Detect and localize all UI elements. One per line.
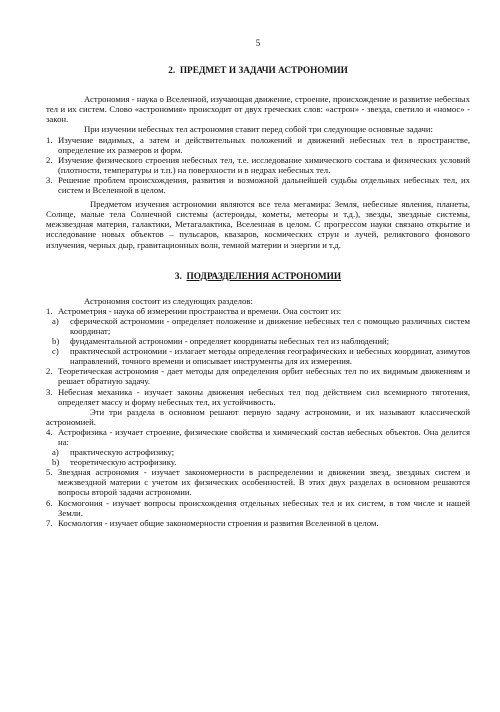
division-text: Космогония - изучает вопросы происхождения отдельных небесных тел и их систем, в том числе и нашей Земли. bbox=[58, 497, 470, 518]
section-2-heading bbox=[46, 66, 470, 76]
division-item-6: 6. Космогония - изучает вопросы происхождения отдельных небесных тел и их систем, в том числе и нашей Земли. bbox=[46, 497, 470, 518]
division-text: Небесная механика - изучает законы движения небесных тел под действием сил всемирного тяготения, определяет массу и форму небесных тел, их устойчивость. bbox=[58, 386, 470, 407]
task-number: 3. bbox=[46, 174, 53, 185]
division-item-1: 1. Астрометрия - наука об измерении пространства и времени. Она состоит из: bbox=[46, 305, 342, 316]
section-3-intro: Астрономия состоит из следующих разделов: bbox=[84, 295, 253, 306]
task-number: 1. bbox=[46, 134, 53, 145]
division-4-sub-b bbox=[52, 457, 470, 467]
task-item-3 bbox=[46, 175, 470, 195]
section-2-paragraph-3: Предметом изучения астрономии являются все тела мегамира: Земля, небесные явления, планеты, Солнце, малые тела Солнечной системы (астероиды, кометы, метеоры и т.д.), звезды, звездные системы, межзвездная материя, галактики, Метагалактика, Вселенная в целом. С прогрессом науки связано открытие и исследование новых объектов – пульсаров, квазаров, космических струн и лучей, реликтового фонового излучения, черных дыр, гравитационных волн, темной материи и энергии и т.д. bbox=[46, 199, 470, 250]
section-2-paragraph-2: При изучении небесных тел астрономия ставит перед собой три следующие основные задачи: bbox=[84, 124, 433, 135]
section-2-title: ПРЕДМЕТ И ЗАДАЧИ АСТРОНОМИИ bbox=[179, 66, 348, 77]
sub-letter: а) bbox=[52, 447, 59, 458]
section-2-number: 2. bbox=[168, 66, 176, 77]
sub-text: практической астрономии - излагает методы определения географических и небесных координат, азимутов направлений, точного времени и описывает инструменты для их измерения. bbox=[70, 346, 470, 367]
task-text: Решение проблем происхождения, развития и возможной дальнейшей судьбы отдельных небесных тел, их систем и Вселенной в целом. bbox=[58, 174, 470, 196]
division-item-7: 7. Космология - изучает общие закономерности строения и развития Вселенной в целом. bbox=[46, 517, 379, 528]
sub-text: теоретическую астрофизику. bbox=[70, 457, 177, 468]
division-1-sub-b bbox=[52, 336, 470, 346]
sub-text: фундаментальной астрономии - определяет координаты небесных тел из наблюдений; bbox=[70, 336, 390, 347]
task-text: Изучение физического строения небесных тел, т.е. исследование химического состава и физических условий (плотности, температуры и т.п.) на поверхности и в недрах небесных тел. bbox=[58, 154, 470, 175]
division-item-3: 3. Небесная механика - изучает законы движения небесных тел под действием сил всемирного тяготения, определяет массу и форму небесных тел, их устойчивость. bbox=[46, 386, 470, 407]
division-text: Теоретическая астрономия - дает методы для определения орбит небесных тел по их видимым движениям и решает обратную задачу. bbox=[58, 366, 470, 387]
section-3-title: ПОДРАЗДЕЛЕНИЯ АСТРОНОМИИ bbox=[186, 271, 342, 282]
section-3-number: 3. bbox=[174, 271, 182, 282]
division-1-sub-c bbox=[52, 346, 470, 366]
sub-letter: b) bbox=[52, 336, 60, 347]
sub-letter: с) bbox=[52, 346, 59, 357]
division-text: Космология - изучает общие закономерности строения и развития Вселенной в целом. bbox=[58, 517, 379, 528]
division-item-2: 2. Теоретическая астрономия - дает методы для определения орбит небесных тел по их видимым движениям и решает обратную задачу. bbox=[46, 366, 470, 387]
task-number: 2. bbox=[46, 154, 53, 165]
sub-letter: а) bbox=[52, 315, 59, 326]
section-3-heading bbox=[46, 272, 470, 282]
sub-text: практическую астрофизику; bbox=[70, 447, 175, 458]
classical-astronomy-note: Эти три раздела в основном решают первую задачу астрономии, и их называют классической астрономией. bbox=[46, 406, 470, 427]
division-text: Астрофизика - изучает строение, физические свойства и химический состав небесных объектов. Она делится на: bbox=[58, 426, 470, 447]
task-item-1 bbox=[46, 135, 470, 155]
task-text: Изучение видимых, а затем и действительных положений и движений небесных тел в пространстве, определение их размеров и форм. bbox=[58, 134, 470, 155]
page-number: 5 bbox=[255, 38, 261, 48]
sub-letter: b) bbox=[52, 457, 60, 468]
division-item-5: 5. Звездная астрономия - изучает закономерности в распределении и движении звезд, звездных систем и межзвездной материи с учетом их физических особенностей. В этих двух разделах в основном решаются вопросы второй задачи астрономии. bbox=[46, 467, 470, 498]
division-4-sub-a bbox=[52, 447, 470, 457]
division-item-4: 4. Астрофизика - изучает строение, физические свойства и химический состав небесных объектов. Она делится на: bbox=[46, 426, 470, 447]
division-1-sub-a bbox=[52, 316, 470, 336]
division-text: Звездная астрономия - изучает закономерности в распределении и движении звезд, звездных систем и межзвездной материи с учетом их физических особенностей. В этих двух разделах в основном решаются вопросы второй задачи астрономии. bbox=[58, 467, 470, 498]
sub-text: сферической астрономии - определяет положение и движение небесных тел с помощью различных систем координат; bbox=[70, 315, 470, 336]
task-item-2 bbox=[46, 155, 470, 175]
section-2-paragraph-1: Астрономия - наука о Вселенной, изучающая движение, строение, происхождение и развитие небесных тел и их систем. Слово «астрономия» происходит от двух греческих слов: «астрон» - звезда, светило и «номос» - закон. bbox=[46, 94, 470, 125]
division-text: Астрометрия - наука об измерении пространства и времени. Она состоит из: bbox=[58, 305, 342, 316]
